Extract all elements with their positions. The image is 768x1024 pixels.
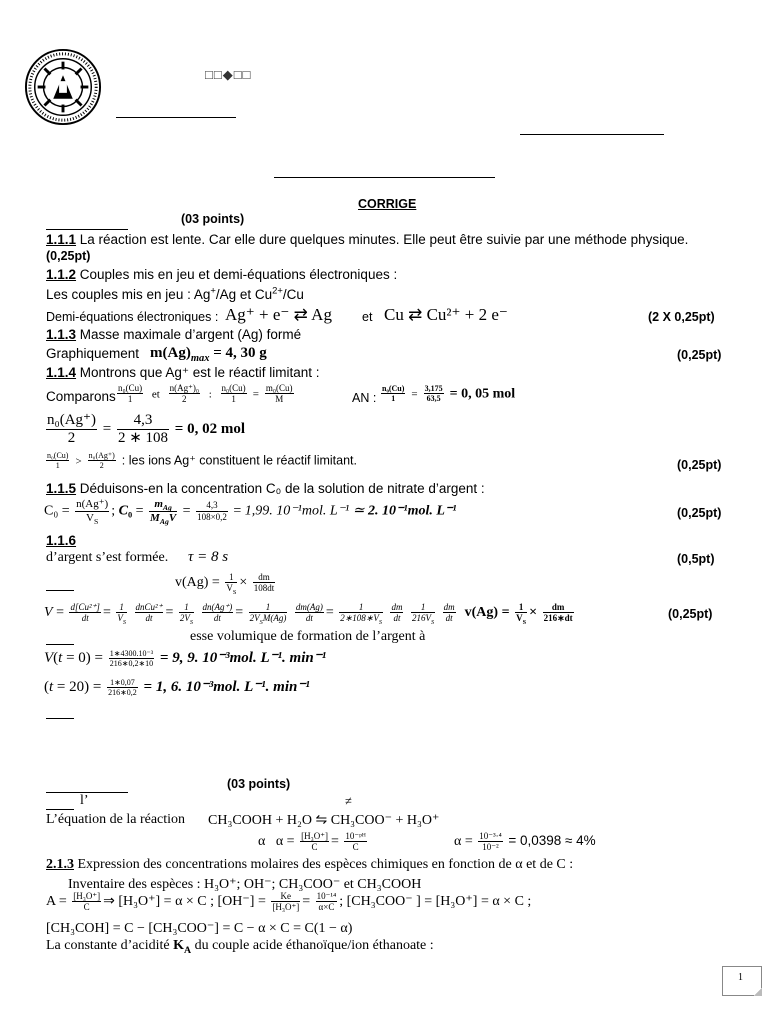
school-logo-icon bbox=[24, 48, 102, 126]
page-fold-icon bbox=[754, 988, 762, 996]
frac-dmag: $\frac{dm(Ag)}{dt}$ bbox=[295, 602, 323, 624]
frac-1-vs: $\frac{1}{V_S}$ bbox=[226, 572, 237, 597]
frac-c0-val: $\frac{4,3}{108\times 0,2}$ bbox=[197, 500, 227, 522]
frac-ke-h3o: $\frac{Ke}{\text{[H₃O⁺]}}$ bbox=[272, 891, 300, 913]
couples-prefix: Les couples mis en jeu : Ag bbox=[46, 287, 211, 302]
page-number-box bbox=[722, 966, 762, 996]
frac-c0-m: $\frac{m_{Ag}}{M_{Ag}V}$ bbox=[150, 498, 177, 526]
q117-rule bbox=[46, 590, 74, 591]
alpha-result: = 0,0398 ≈ 4% bbox=[508, 833, 596, 849]
an-label: AN : bbox=[352, 391, 377, 405]
q116-text: d’argent s’est formée. bbox=[46, 550, 169, 565]
header-rule-left bbox=[116, 117, 236, 118]
reaction-equation: CH₃COOH + H₂O ⇋ CH₃COO⁻ + H₃O⁺ bbox=[208, 813, 440, 828]
ka-line: La constante d’acidité $K_A$ du couple acide éthanoïque/ion éthanoate : bbox=[46, 938, 434, 956]
title-rule bbox=[274, 177, 495, 178]
q112-line bbox=[46, 267, 397, 282]
q113-line bbox=[46, 327, 301, 342]
frac-1-2vs: $\frac{1}{2V_S}$ bbox=[179, 602, 194, 627]
frac-an-n0cu: $\frac{\text{n₀(Cu)}}{1}$ bbox=[382, 384, 405, 404]
graph-equation bbox=[150, 345, 267, 362]
frac-dnag: $\frac{dn(Ag^+)}{dt}$ bbox=[202, 602, 233, 624]
frac-1-vs-2: $\frac{1}{V_S}$ bbox=[117, 602, 126, 627]
v20-equation: (t = 20) = $\frac{1∗0,07}{216∗0,2}$ = 1, 6. 10⁻³mol. L⁻¹. min⁻¹ bbox=[44, 677, 310, 698]
v0-equation: V(t = 0) = $\frac{\text{1∗4300.10⁻³}}{216∗0,2∗10}$ = 9, 9. 10⁻³mol. L⁻¹. min⁻¹ bbox=[44, 648, 327, 669]
frac-n0cu-2: $\frac{\text{n₀(Cu)}}{1}$ bbox=[221, 383, 246, 405]
q112-text: Couples mis en jeu et demi-équations électroniques : bbox=[76, 267, 398, 282]
frac-ag-val bbox=[117, 412, 169, 448]
q113-label: 1.1.3 bbox=[46, 327, 77, 342]
ag-equation: $\frac{\text{n₀(Ag⁺)}}{2}$ = $\frac{4,3}{2 ∗ 108}$ = 0, 02 mol bbox=[47, 412, 245, 447]
ex1-heading-rule bbox=[46, 229, 128, 230]
demi-eq1: Ag⁺ + e⁻ ⇄ Ag bbox=[225, 305, 332, 324]
graph-val: = 4, 30 g bbox=[209, 345, 267, 361]
vol-text: esse volumique de formation de l’argent à bbox=[190, 629, 426, 644]
limit-text: : les ions Ag⁺ constituent le réactif limitant. bbox=[121, 453, 357, 468]
frac-1-216vs: $\frac{1}{216V_S}$ bbox=[411, 602, 435, 627]
corrige-title: CORRIGE bbox=[358, 197, 417, 211]
q213-line bbox=[46, 857, 573, 873]
q116-label: 1.1.6 bbox=[46, 533, 77, 548]
graph-eq: m(Ag) bbox=[150, 345, 191, 361]
comparons-label: Comparons bbox=[46, 389, 116, 404]
q113-points: (0,25pt) bbox=[677, 348, 722, 362]
c0-equation: C₀ = $\frac{n(Ag^+)}{V_S}$ ; C₀ = $\frac{m_{Ag}}{M_{Ag}V}$ = $\frac{4,3}{108\times 0,2}$ = 1,99. 10⁻¹mol. L⁻¹ ≃ 2. 10⁻¹mol. L⁻¹ bbox=[44, 498, 457, 526]
graph-text: Graphiquement bbox=[46, 346, 140, 361]
comparons-fractions: $\frac{\text{n₀(Cu)}}{1}$ et $\frac{\text{n(Ag⁺)₀}}{2}$ : $\frac{\text{n₀(Cu)}}{1}$ = $\frac{\text{m₀(Cu)}}{M}$ bbox=[118, 383, 293, 405]
q112-label: 1.1.2 bbox=[46, 267, 77, 282]
c0-bold: 2. 10⁻¹mol. L⁻¹ bbox=[368, 503, 457, 519]
frac-an-val: $\frac{3,175}{63,5}$ bbox=[424, 384, 443, 404]
q115-line bbox=[46, 481, 485, 496]
tau-value: τ = 8 s bbox=[188, 549, 229, 565]
demi-label: Demi-équations électroniques : bbox=[46, 310, 219, 324]
alpha-value: α = $\frac{\text{10⁻³·⁴}}{\text{10⁻²}}$ = 0,0398 ≈ 4% bbox=[454, 831, 596, 853]
q213-label: 2.1.3 bbox=[46, 857, 74, 872]
couples-mid: /Ag et Cu bbox=[215, 287, 273, 302]
c0-result: 1,99. 10⁻¹mol. L⁻¹ ≃ bbox=[244, 503, 365, 519]
limit-line: $\frac{\text{n₀(Cu)}}{1}$ > $\frac{\text{n₀(Ag⁺)}}{2}$ : les ions Ag⁺ constituent le réactif limitant. bbox=[47, 451, 357, 471]
q117-points: (0,25pt) bbox=[668, 607, 713, 621]
v-eq: v(Ag) = bbox=[175, 575, 220, 591]
ex1-end-rule bbox=[46, 718, 74, 719]
alpha-definition: α α = $\frac{\text{[H₃O⁺]}}{C}$ = $\frac{\text{10⁻ᵖᴴ}}{C}$ bbox=[258, 831, 366, 853]
frac-ke-alpha: $\frac{\text{10⁻¹⁴}}{\alpha\times C}$ bbox=[316, 891, 337, 913]
frac-m0cu: $\frac{\text{m₀(Cu)}}{M}$ bbox=[265, 383, 293, 405]
demi-points: (2 X 0,25pt) bbox=[648, 310, 715, 324]
an-equation: $\frac{\text{n₀(Cu)}}{1}$ = $\frac{3,175}{63,5}$ = 0, 05 mol bbox=[382, 384, 516, 404]
frac-limit-cu: $\frac{\text{n₀(Cu)}}{1}$ bbox=[47, 451, 69, 471]
q115-text: Déduisons-en la concentration C₀ de la solution de nitrate d’argent : bbox=[76, 481, 485, 496]
frac-ag-num: n₀(Ag⁺) bbox=[46, 412, 97, 430]
frac-dm-dt-3: $\frac{dm}{dt}$ bbox=[443, 602, 455, 624]
q111-points: (0,25pt) bbox=[46, 249, 91, 263]
q111-line bbox=[46, 232, 688, 247]
conc-line1: A = $\frac{\text{[H₃O⁺]}}{C}$ ⇒ [H₃O⁺] = α × C ; [OH⁻] = $\frac{Ke}{\text{[H₃O⁺]}}$ = $\frac{\text{10⁻¹⁴}}{\alpha\times C}$ ; [CH₃COO⁻ ] = [H₃O⁺] = α × C ; bbox=[46, 891, 532, 913]
ex2-sub-rule bbox=[46, 809, 74, 810]
frac-limit-ag: $\frac{\text{n₀(Ag⁺)}}{2}$ bbox=[88, 451, 115, 471]
frac-1-2vsm: $\frac{1}{2V_SM(Ag)}$ bbox=[249, 602, 287, 627]
q114-line bbox=[46, 365, 320, 381]
frac-ag-val-num: 4,3 bbox=[117, 412, 169, 430]
q213-text: Expression des concentrations molaires des espèces chimiques en fonction de α et de C : bbox=[74, 857, 574, 872]
frac-ag-result: = 0, 02 mol bbox=[174, 421, 245, 438]
frac-ag bbox=[46, 412, 97, 448]
frac-n0ag: $\frac{\text{n(Ag⁺)₀}}{2}$ bbox=[169, 383, 199, 405]
frac-dncu: $\frac{\text{dnCu²⁺}}{dt}$ bbox=[135, 602, 163, 624]
an-result: = 0, 05 mol bbox=[449, 386, 516, 402]
q114-label: 1.1.4 bbox=[46, 365, 77, 380]
frac-dcu: $\frac{\text{d[Cu²⁺]}}{dt}$ bbox=[70, 602, 100, 624]
frac-n0cu: $\frac{\text{n₀(Cu)}}{1}$ bbox=[118, 383, 143, 405]
header-glyphs: □□◆□□ bbox=[205, 67, 252, 82]
ex2-neq: ≠ bbox=[345, 794, 352, 808]
q115-label: 1.1.5 bbox=[46, 481, 77, 496]
q111-text: La réaction est lente. Car elle dure quelques minutes. Elle peut être suivie par une méthode physique. bbox=[76, 232, 689, 247]
frac-1-2108vs: $\frac{1}{2∗108∗V_S}$ bbox=[340, 602, 382, 627]
frac-c0-n: $\frac{n(Ag^+)}{V_S}$ bbox=[76, 498, 109, 526]
frac-10ph-c: $\frac{\text{10⁻ᵖᴴ}}{C}$ bbox=[345, 831, 366, 853]
frac-1-vs-3: $\frac{1}{V_S}$ bbox=[516, 602, 527, 627]
demi-eq2: Cu ⇄ Cu²⁺ + 2 e⁻ bbox=[384, 305, 508, 324]
couples-end: /Cu bbox=[282, 287, 304, 302]
frac-ag-val-den: 2 ∗ 108 bbox=[117, 430, 169, 447]
q111-label: 1.1.1 bbox=[46, 232, 77, 247]
couples-line: Les couples mis en jeu : Ag+/Ag et $Cu^{2+}/Cu$ bbox=[46, 285, 304, 302]
eq-label: L’équation de la réaction bbox=[46, 812, 186, 827]
v20-result: = 1, 6. 10⁻³mol. L⁻¹. min⁻¹ bbox=[143, 679, 310, 695]
demi-et: et bbox=[362, 310, 373, 324]
q118-rule bbox=[46, 644, 74, 645]
graph-sub: max bbox=[190, 353, 210, 364]
q114-text: Montrons que Ag⁺ est le réactif limitant : bbox=[76, 365, 320, 380]
ex1-points: (03 points) bbox=[181, 212, 245, 226]
header-rule-right bbox=[520, 134, 664, 135]
ka-pre: La constante d’acidité bbox=[46, 938, 174, 953]
v0-result: = 9, 9. 10⁻³mol. L⁻¹. min⁻¹ bbox=[159, 650, 327, 666]
v-definition: v(Ag) = $\frac{1}{V_S}$ × $\frac{dm}{108dt}$ bbox=[175, 572, 275, 597]
q113-text: Masse maximale d’argent (Ag) formé bbox=[76, 327, 302, 342]
q115-points: (0,25pt) bbox=[677, 506, 722, 520]
ex2-points: (03 points) bbox=[227, 777, 291, 791]
v-derivation: V = $\frac{\text{d[Cu²⁺]}}{dt}$ = $\frac{1}{V_S}$ $\frac{\text{dnCu²⁺}}{dt}$ = $\frac{1}{2V_S}$ $\frac{dn(Ag^+)}{dt}$ = $\frac{1}{2V_SM(Ag)}$ $\frac{dm(Ag)}{dt}$ = $\frac{1}{2∗108∗V_S}$ $\frac{dm}{dt}$ $\frac{1}{216V_S}$ $\frac{dm}{dt}$ v(Ag) = $\frac{1}{V_S}$ × $\frac{dm}{216∗dt}$ bbox=[44, 602, 573, 627]
frac-ag-den: 2 bbox=[67, 430, 76, 447]
q114-points: (0,25pt) bbox=[677, 458, 722, 472]
frac-alpha-val: $\frac{\text{10⁻³·⁴}}{\text{10⁻²}}$ bbox=[479, 831, 502, 853]
frac-h3o-c: $\frac{\text{[H₃O⁺]}}{C}$ bbox=[301, 831, 328, 853]
conc-line2: [CH₃COH] = C − [CH₃COO⁻] = C − α × C = C(1 − α) bbox=[46, 921, 353, 936]
page-number: 1 bbox=[738, 972, 743, 983]
frac-v0-val: $\frac{\text{1∗4300.10⁻³}}{216∗0,2∗10}$ bbox=[109, 648, 154, 669]
frac-a-h3o: $\frac{\text{[H₃O⁺]}}{C}$ bbox=[73, 891, 101, 913]
ka-post: du couple acide éthanoïque/ion éthanoate : bbox=[191, 938, 434, 953]
frac-dm-dt-2: $\frac{dm}{dt}$ bbox=[391, 602, 403, 624]
q116-points: (0,5pt) bbox=[677, 552, 715, 566]
frac-dm-216dt: $\frac{dm}{216∗dt}$ bbox=[543, 602, 573, 624]
ex2-l-prefix: l’ bbox=[80, 793, 89, 808]
inventaire: Inventaire des espèces : H₃O⁺; OH⁻; CH₃COO⁻ et CH₃COOH bbox=[68, 877, 422, 892]
frac-dm-dt: $\frac{dm}{108dt}$ bbox=[253, 572, 275, 594]
frac-v20-val: $\frac{1∗0,07}{216∗0,2}$ bbox=[108, 677, 137, 698]
